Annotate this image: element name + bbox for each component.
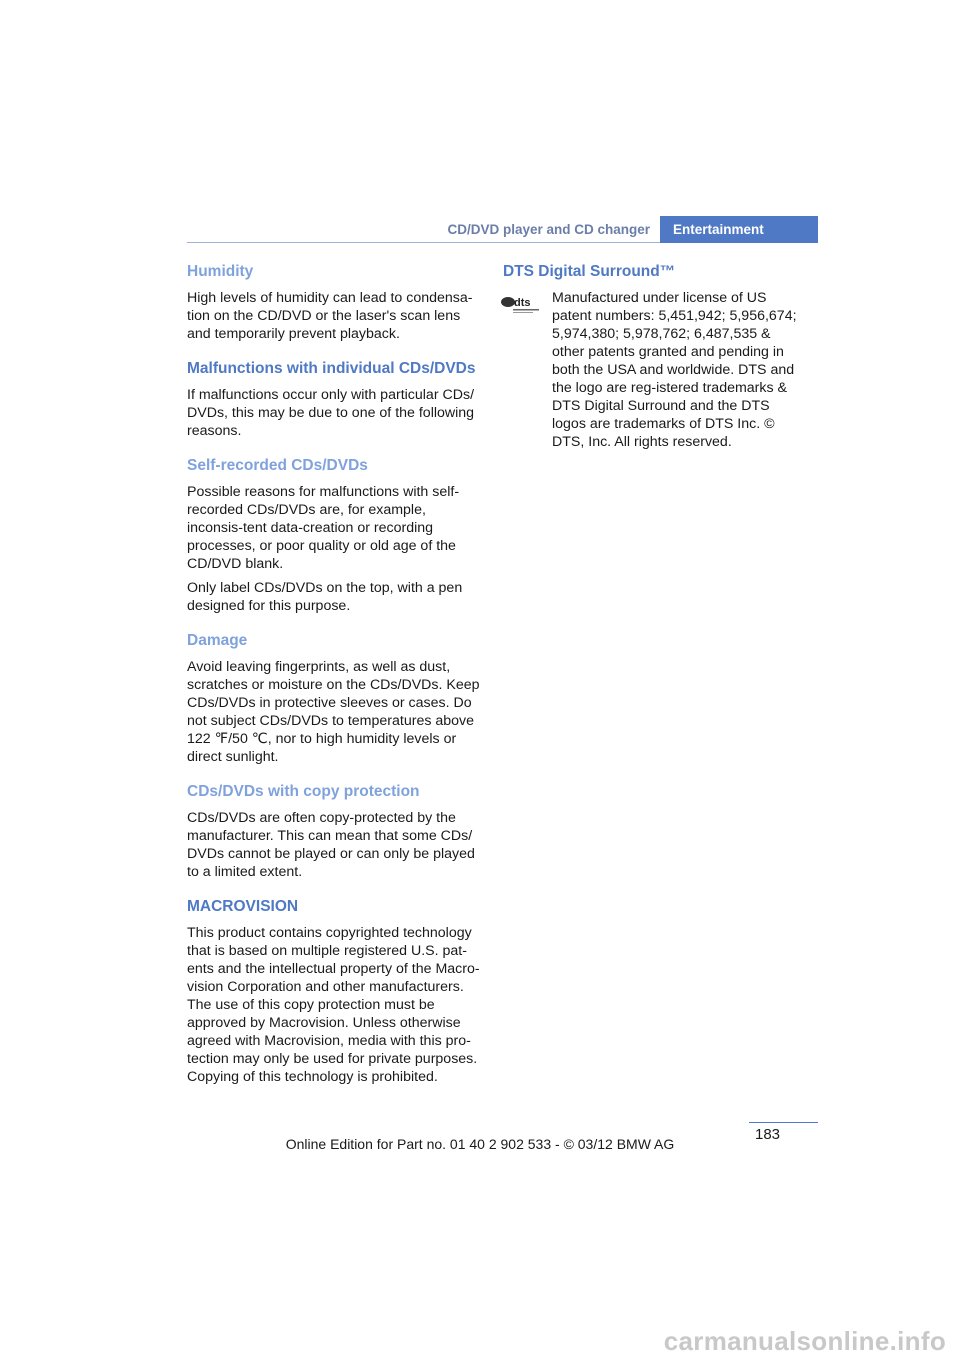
humidity-section bbox=[187, 262, 483, 343]
malfunctions-text: If malfunctions occur only with particular CDs/ DVDs, this may be due to one of the following reasons. bbox=[187, 387, 475, 439]
footer-edition: Online Edition for Part no. 01 40 2 902 533 - © 03/12 BMW AG bbox=[285, 1136, 675, 1152]
dts-text: Manufactured under license of US patent numbers: 5,451,942; 5,956,674; 5,974,380; 5,978,762; 6,487,535 & other patents granted and pending in both the USA and worldwide. DTS and the logo are reg-istered trademarks & DTS Digital Surround and the DTS logos are trademarks of DTS Inc. © DTS, Inc. All rights reserved. bbox=[552, 290, 797, 450]
self-recorded-section bbox=[187, 456, 483, 615]
copy-protection-section bbox=[187, 782, 483, 881]
malfunctions-heading: Malfunctions with individual CDs/DVDs bbox=[187, 360, 476, 377]
damage-heading: Damage bbox=[187, 632, 248, 649]
watermark: carmanualsonline.info bbox=[663, 1326, 946, 1356]
self-recorded-text-1: Possible reasons for malfunctions with self-recorded CDs/DVDs are, for example, inconsis-tent data-creation or recording processes, or poor quality or old age of the CD/DVD blank. bbox=[187, 484, 460, 572]
humidity-heading: Humidity bbox=[187, 263, 254, 280]
dts-block bbox=[503, 289, 799, 451]
macrovision-section bbox=[187, 897, 483, 1086]
damage-section bbox=[187, 631, 483, 766]
page-number: 183 bbox=[754, 1126, 781, 1143]
damage-text: Avoid leaving fingerprints, as well as dust, scratches or moisture on the CDs/DVDs. Keep CDs/DVDs in protective sleeves or cases. Do not subject CDs/DVDs to temperatures above 122 ℉/50 ℃, nor to high humidity levels or direct sunlight. bbox=[187, 659, 480, 765]
right-column bbox=[503, 262, 799, 457]
macrovision-heading: MACROVISION bbox=[187, 898, 299, 915]
left-column bbox=[187, 262, 483, 1092]
page-number-rule bbox=[749, 1122, 818, 1123]
macrovision-text: This product contains copyrighted technology that is based on multiple registered U.S. pat-ents and the intellectual property of the Macro-vision Corporation and other manufacturers. The use of this copy protection must be approved by Macrovision. Unless otherwise agreed with Macrovision, media with this pro-tection may only be used for private purposes. Copying of this technology is prohibited. bbox=[187, 925, 480, 1085]
self-recorded-heading: Self-recorded CDs/DVDs bbox=[187, 457, 368, 474]
self-recorded-text-2: Only label CDs/DVDs on the top, with a pen designed for this purpose. bbox=[187, 580, 463, 614]
dts-heading: DTS Digital Surround™ bbox=[503, 263, 676, 280]
copy-protection-heading: CDs/DVDs with copy protection bbox=[187, 783, 420, 800]
malfunctions-section bbox=[187, 359, 483, 440]
copy-protection-text: CDs/DVDs are often copy-protected by the manufacturer. This can mean that some CDs/ DVDs cannot be played or can only be played to a limited extent. bbox=[187, 810, 475, 880]
running-header-section: CD/DVD player and CD changer bbox=[447, 222, 650, 237]
humidity-text: High levels of humidity can lead to condensa-tion on the CD/DVD or the laser's scan lens and temporarily prevent playback. bbox=[187, 290, 473, 342]
chapter-tab: Entertainment bbox=[660, 216, 818, 243]
svg-text:dts: dts bbox=[514, 297, 531, 309]
dts-section bbox=[503, 262, 799, 451]
header-rule bbox=[187, 242, 660, 243]
dts-logo-icon bbox=[501, 293, 543, 315]
